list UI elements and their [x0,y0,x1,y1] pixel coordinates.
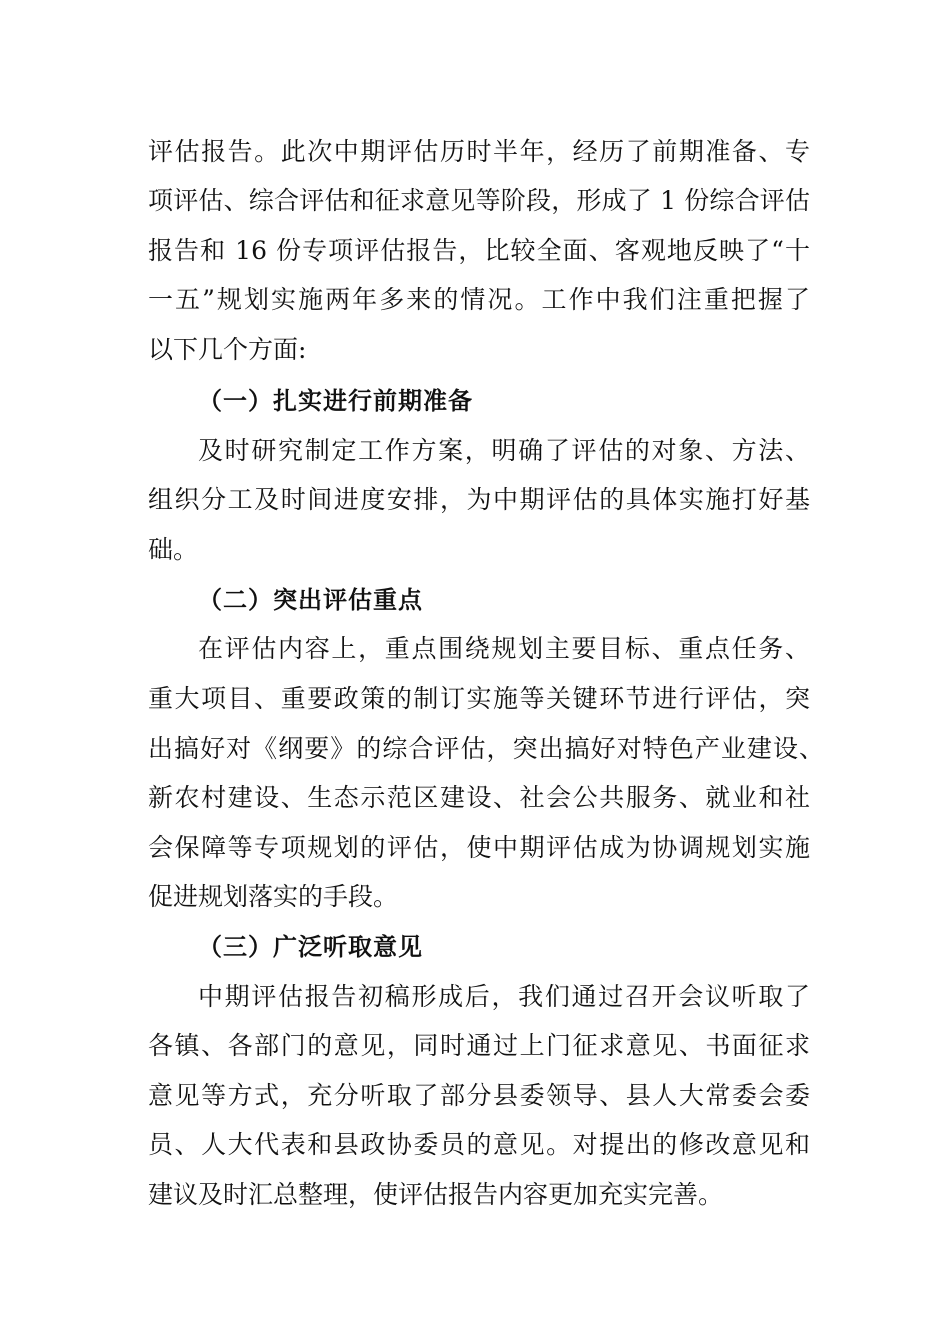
section-2-line-2: 重大项目、重要政策的制订实施等关键环节进行评估，突 [148,684,810,713]
section-2-line-5: 会保障等专项规划的评估，使中期评估成为协调规划实施 [148,833,810,862]
section-1-line-3: 础。 [148,535,199,564]
section-2-line-3: 出搞好对《纲要》的综合评估，突出搞好对特色产业建设、 [148,734,824,763]
section-3-line-2: 各镇、各部门的意见，同时通过上门征求意见、书面征求 [148,1031,810,1060]
section-1-heading: （一）扎实进行前期准备 [198,387,473,415]
intro-line-2: 项评估、综合评估和征求意见等阶段，形成了 1 份综合评估 [148,186,810,215]
section-3-line-4: 员、人大代表和县政协委员的意见。对提出的修改意见和 [148,1130,810,1159]
intro-line-4: 一五”规划实施两年多来的情况。工作中我们注重把握了 [148,285,810,314]
intro-line-1: 评估报告。此次中期评估历时半年，经历了前期准备、专 [148,137,810,166]
section-1-line-1: 及时研究制定工作方案，明确了评估的对象、方法、 [198,436,810,465]
section-3-line-1: 中期评估报告初稿形成后，我们通过召开会议听取了 [198,982,810,1011]
section-2-line-1: 在评估内容上，重点围绕规划主要目标、重点任务、 [198,634,810,663]
section-2-heading: （二）突出评估重点 [198,586,423,614]
section-1-line-2: 组织分工及时间进度安排，为中期评估的具体实施打好基 [148,485,810,514]
intro-line-5: 以下几个方面: [148,335,307,364]
section-2-line-4: 新农村建设、生态示范区建设、社会公共服务、就业和社 [148,783,810,812]
section-3-line-3: 意见等方式，充分听取了部分县委领导、县人大常委会委 [148,1081,810,1110]
section-2-line-6: 促进规划落实的手段。 [148,882,399,911]
section-3-heading: （三）广泛听取意见 [198,933,423,961]
section-3-line-5: 建议及时汇总整理，使评估报告内容更加充实完善。 [148,1180,724,1209]
intro-line-3: 报告和 16 份专项评估报告，比较全面、客观地反映了“十 [148,236,810,265]
